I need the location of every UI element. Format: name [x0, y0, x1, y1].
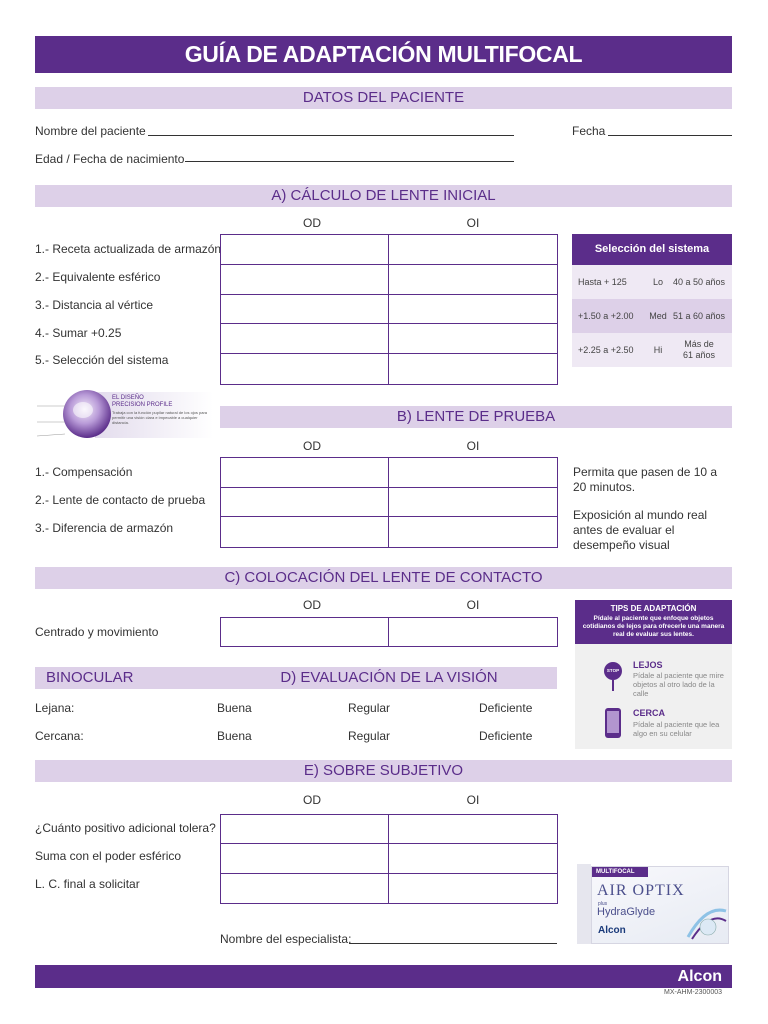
trial-time-note: Permita que pasen de 10 a 20 minutos. [573, 465, 718, 494]
option-good[interactable]: Buena [217, 729, 252, 743]
system-level: Hi [653, 345, 663, 355]
product-box-side [577, 864, 591, 944]
section-a-grid [220, 234, 558, 385]
option-deficient[interactable]: Deficiente [479, 701, 533, 715]
input-cell-od[interactable] [221, 324, 389, 354]
patient-name-field[interactable] [148, 135, 514, 136]
binocular-label: BINOCULAR [46, 669, 134, 686]
option-regular[interactable]: Regular [348, 729, 391, 743]
input-cell-oi[interactable] [389, 354, 557, 384]
near-vision-label: Cercana: [35, 729, 84, 743]
input-cell-oi[interactable] [389, 815, 557, 844]
alcon-logo: Alcon [677, 968, 722, 985]
col-od-label: OD [303, 439, 321, 453]
option-deficient[interactable]: Deficiente [479, 729, 533, 743]
section-c-grid [220, 617, 558, 647]
product-badge: MULTIFOCAL [592, 867, 648, 877]
tips-header [575, 600, 732, 644]
specialist-name-field[interactable] [349, 943, 557, 944]
product-box-front [591, 866, 729, 944]
tips-subtitle: Pídale al paciente que enfoque objetos cotidianos de lejos para ofrecerle una manera real de evaluar sus lentes. [582, 615, 725, 638]
section-d-header: D) EVALUACIÓN DE LA VISIÓN [280, 669, 498, 686]
product-brand: Alcon [598, 925, 626, 936]
section-a-header: A) CÁLCULO DE LENTE INICIAL [35, 185, 732, 207]
specialist-label: Nombre del especialista: [220, 932, 352, 946]
document-code: MX-AHM-2300003 [664, 989, 722, 996]
col-oi-label: OI [466, 216, 480, 230]
input-cell-od[interactable] [221, 618, 389, 646]
product-subname: HydraGlyde [597, 906, 656, 918]
section-e-row-label: ¿Cuánto positivo adicional tolera? [35, 821, 216, 835]
near-tip-text: Pídale al paciente que lea algo en su celular [633, 720, 720, 738]
section-b-row-label: 2.- Lente de contacto de prueba [35, 493, 206, 507]
distance-vision-label: Lejana: [35, 701, 75, 715]
system-selection-title: Selección del sistema [572, 234, 732, 265]
section-b-row-label: 3.- Diferencia de armazón [35, 521, 174, 535]
date-field[interactable] [608, 135, 732, 136]
input-cell-od[interactable] [221, 458, 389, 488]
section-b-header: B) LENTE DE PRUEBA [220, 406, 732, 428]
section-a-row-label: 2.- Equivalente esférico [35, 270, 161, 284]
input-cell-od[interactable] [221, 488, 389, 518]
input-cell-od[interactable] [221, 844, 389, 873]
input-cell-oi[interactable] [389, 458, 557, 488]
input-cell-od[interactable] [221, 295, 389, 325]
stop-sign-icon [602, 661, 624, 696]
system-level: Lo [652, 277, 663, 287]
input-cell-od[interactable] [221, 815, 389, 844]
patient-section-header: DATOS DEL PACIENTE [35, 87, 732, 109]
precision-profile-graphic [35, 388, 213, 440]
system-row [572, 265, 732, 299]
near-tip-title: CERCA [633, 708, 666, 718]
product-name: AIR OPTIX [597, 882, 685, 899]
page-title: GUÍA DE ADAPTACIÓN MULTIFOCAL [35, 36, 732, 73]
col-od-label: OD [303, 793, 321, 807]
system-age: Más de 61 años [682, 339, 716, 360]
section-e-grid [220, 814, 558, 904]
product-image [577, 864, 745, 948]
system-level: Med [649, 311, 667, 321]
date-label: Fecha [572, 124, 606, 138]
design-subtitle: PRECISION PROFILE [112, 402, 173, 408]
system-age: 51 a 60 años [672, 311, 726, 321]
tips-title: TIPS DE ADAPTACIÓN [610, 604, 697, 613]
system-row [572, 299, 732, 333]
col-od-label: OD [303, 598, 321, 612]
input-cell-oi[interactable] [389, 618, 557, 646]
col-oi-label: OI [466, 598, 480, 612]
input-cell-od[interactable] [221, 235, 389, 265]
input-cell-od[interactable] [221, 517, 389, 547]
col-oi-label: OI [466, 793, 480, 807]
section-e-row-label: L. C. final a solicitar [35, 877, 140, 891]
section-a-row-label: 4.- Sumar +0.25 [35, 326, 122, 340]
col-oi-label: OI [466, 439, 480, 453]
input-cell-oi[interactable] [389, 844, 557, 873]
system-selection-table [572, 234, 732, 367]
option-good[interactable]: Buena [217, 701, 252, 715]
design-text: Trabaja con la función pupilar natural de los ojos para permitir una visión clara e impecable a cualquier distancia. [112, 410, 208, 425]
section-c-row-label: Centrado y movimiento [35, 625, 159, 639]
input-cell-oi[interactable] [389, 488, 557, 518]
section-a-row-label: 1.- Receta actualizada de armazón [35, 242, 222, 256]
section-b-row-label: 1.- Compensación [35, 465, 133, 479]
system-age: 40 a 50 años [672, 277, 726, 287]
far-tip-title: LEJOS [633, 660, 663, 670]
input-cell-od[interactable] [221, 874, 389, 903]
far-tip-text: Pídale al paciente que mire objetos al otro lado de la calle [633, 671, 724, 698]
stop-sign-text: STOP [606, 668, 620, 673]
input-cell-oi[interactable] [389, 874, 557, 903]
col-od-label: OD [303, 216, 321, 230]
input-cell-oi[interactable] [389, 324, 557, 354]
option-regular[interactable]: Regular [348, 701, 391, 715]
input-cell-od[interactable] [221, 354, 389, 384]
product-plus: plus [598, 901, 608, 907]
design-title: EL DISEÑO [112, 395, 144, 401]
lens-swirl-icon [686, 901, 728, 941]
input-cell-oi[interactable] [389, 517, 557, 547]
system-range: +2.25 a +2.50 [578, 345, 634, 355]
input-cell-oi[interactable] [389, 265, 557, 295]
input-cell-od[interactable] [221, 265, 389, 295]
section-a-row-label: 3.- Distancia al vértice [35, 298, 154, 312]
section-e-row-label: Suma con el poder esférico [35, 849, 182, 863]
input-cell-oi[interactable] [389, 295, 557, 325]
patient-name-label: Nombre del paciente [35, 124, 146, 138]
section-b-grid [220, 457, 558, 548]
phone-icon [603, 708, 623, 745]
adaptation-tips-box [575, 600, 732, 749]
system-range: Hasta + 125 [578, 277, 627, 287]
section-c-header: C) COLOCACIÓN DEL LENTE DE CONTACTO [35, 567, 732, 589]
footer-bar [35, 965, 732, 988]
section-e-header: E) SOBRE SUBJETIVO [35, 760, 732, 782]
section-a-row-label: 5.- Selección del sistema [35, 353, 169, 367]
age-field[interactable] [185, 161, 514, 162]
system-row [572, 333, 732, 367]
real-world-note: Exposición al mundo real antes de evaluar el desempeño visual [573, 508, 708, 552]
age-label: Edad / Fecha de nacimiento [35, 152, 185, 166]
system-range: +1.50 a +2.00 [578, 311, 634, 321]
input-cell-oi[interactable] [389, 235, 557, 265]
